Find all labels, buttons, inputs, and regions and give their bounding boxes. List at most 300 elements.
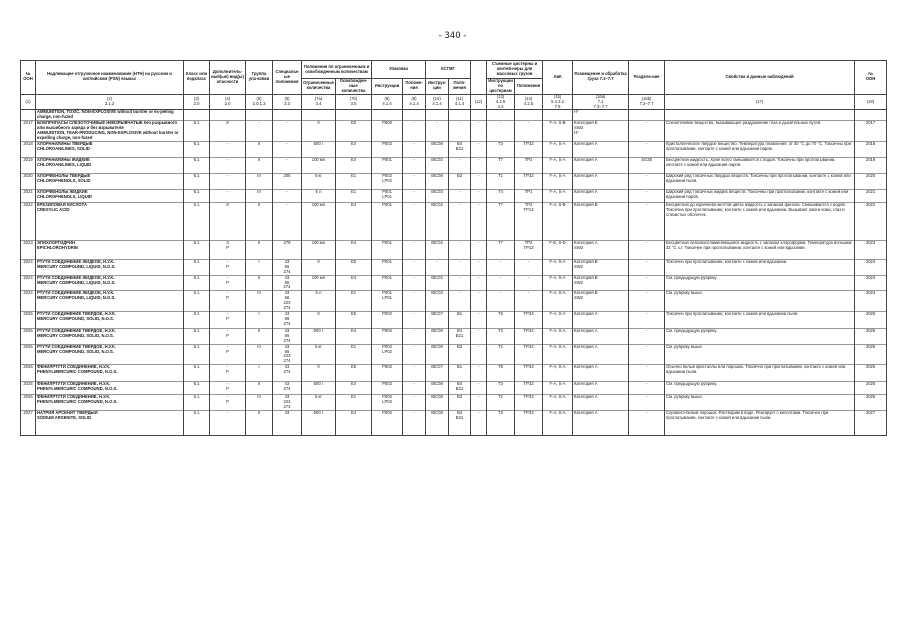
cell-name <box>36 311 184 328</box>
name-ru: ФЕНИЛРТУТИ СОЕДИНЕНИЕ, Н.У.К. <box>37 364 111 370</box>
cell-un: 2020 <box>21 173 36 189</box>
cell-lq: 100 мл <box>302 240 336 259</box>
header-colnum: (18) <box>855 94 887 110</box>
cell-ibcp <box>449 110 471 121</box>
cell-pg: III <box>246 291 273 312</box>
cell-props: Бесцветная до коричнево-желтой цвета жидкость с запахом фенола. Смешивается с водой. Токсична при проглатывании, контакте с кожей или вдыхании. Вызывает ожоги кожи, глаз и слизистых оболочек. <box>665 202 855 240</box>
cell-pg: III <box>246 395 273 411</box>
cell-un: 2024 <box>21 291 36 312</box>
cell-pi: P001 <box>372 240 403 259</box>
cell-ems: F-A, S-B <box>543 121 573 142</box>
cell-pg: II <box>246 275 273 291</box>
cell-ibcp: B3 <box>449 344 471 365</box>
cell-ibcp: - <box>449 240 471 259</box>
cell-sp: 43 66 274 <box>273 311 302 328</box>
cell-ti: T7 <box>487 157 515 173</box>
cell-props: См. рубрику выше. <box>665 395 855 411</box>
name-en: CHLOROANILINES, SOLID <box>37 145 90 151</box>
cell-props: См. предыдущую рубрику. <box>665 275 855 291</box>
cell-pg: II <box>246 141 273 157</box>
cell-sp: 43 274 <box>273 365 302 382</box>
header-tank-instr: Инструкции по цистернам <box>488 78 513 93</box>
name-ru: РТУТИ СОЕДИНЕНИЕ ЖИДКОЕ, Н.У.К. <box>37 275 115 280</box>
header-colnum: (1) <box>21 94 36 110</box>
cell-ems: F-A, S-A <box>543 157 573 173</box>
cell-sub: - P <box>210 259 246 275</box>
header-pp: Положе-ния <box>403 79 426 95</box>
cell-pp: - <box>403 291 426 312</box>
cell-un: 2026 <box>21 395 36 411</box>
cell-ti <box>487 110 515 121</box>
cell-ems: F-A, S-A <box>543 291 573 312</box>
cell-pi: P001 LP01 <box>372 189 403 202</box>
page-number: - 340 - <box>438 31 467 41</box>
cell-ems: F-A, S-A <box>543 141 573 157</box>
cell-pi: P002 <box>372 382 403 395</box>
cell-cls: 6.1 <box>184 291 210 312</box>
cell-lq: 5 л <box>302 291 336 312</box>
cell-lq: 5 кг <box>302 173 336 189</box>
name-en: CHLOROPHENOLS, LIQUID <box>37 193 92 199</box>
table-row <box>21 382 887 395</box>
cell-ems: F-A, S-A <box>543 395 573 411</box>
cell-c12: - <box>471 141 487 157</box>
cell-sp: 43 274 <box>273 382 302 395</box>
cell-c12: - <box>471 344 487 365</box>
cell-ti: T1 <box>487 173 515 189</box>
cell-ibcp: B1 <box>449 365 471 382</box>
cell-unr: 2020 <box>855 173 887 189</box>
cell-pi: P002 LP02 <box>372 344 403 365</box>
cell-cls: 6.1 <box>184 173 210 189</box>
cell-cls: 6.1 <box>184 411 210 436</box>
name-en: MERCURY COMPOUND, LIQUID, N.O.S. <box>37 263 116 269</box>
cell-ti: - <box>487 275 515 291</box>
cell-ems: F-A, S-A <box>543 311 573 328</box>
cell-seg <box>629 110 665 121</box>
cell-name <box>36 110 184 121</box>
cell-eq: E4 <box>336 141 372 157</box>
cell-seg: - <box>629 240 665 259</box>
table-row <box>21 344 887 365</box>
cell-c12: - <box>471 259 487 275</box>
table-row <box>21 189 887 202</box>
cell-pi: P002 LP02 <box>372 395 403 411</box>
cell-tp: - <box>515 275 543 291</box>
cell-pi: P002 <box>372 365 403 382</box>
cell-ibcp: B3 <box>449 395 471 411</box>
table-row <box>21 365 887 382</box>
cell-name <box>36 189 184 202</box>
cell-pp: - <box>403 259 426 275</box>
cell-unr: 2017 <box>855 121 887 142</box>
cell-cls: 6.1 <box>184 275 210 291</box>
header-colnum: (16a) 7.1 7.3–7.7 <box>573 94 629 110</box>
cell-name <box>36 157 184 173</box>
cell-pp: - <box>403 411 426 436</box>
cell-stow: Категория B SW2 <box>573 291 629 312</box>
cell-stow: Категория A SW2 <box>573 240 629 259</box>
cell-pg: II <box>246 202 273 240</box>
table-row <box>21 291 887 312</box>
cell-pi: P001 LP01 <box>372 291 403 312</box>
name-ru: РТУТИ СОЕДИНЕНИЕ ТВЕРДОЕ, Н.У.К. <box>37 344 116 349</box>
cell-cls: 6.1 <box>184 311 210 328</box>
cell-un: 2018 <box>21 141 36 157</box>
cell-sp: - <box>273 202 302 240</box>
cell-props: См. рубрику выше. <box>665 344 855 365</box>
cell-tp: TP33 <box>515 141 543 157</box>
name-ru: ЭПИХЛОРГИДРИН <box>37 240 75 245</box>
table-row <box>21 157 887 173</box>
cell-cls: 6.1 <box>184 202 210 240</box>
cell-eq: E4 <box>336 202 372 240</box>
cell-pg <box>246 110 273 121</box>
cell-lq: 100 мл <box>302 157 336 173</box>
cell-eq: E4 <box>336 382 372 395</box>
cell-ti: - <box>487 121 515 142</box>
cell-pg: II <box>246 382 273 395</box>
name-en: CHLOROPHENOLS, SOLID <box>37 177 91 183</box>
cell-un: 2027 <box>21 411 36 436</box>
cell-unr: 2022 <box>855 202 887 240</box>
name-en: CRESYLIC ACID <box>37 206 70 212</box>
cell-sub: - P <box>210 275 246 291</box>
cell-pi: P002 LP02 <box>372 173 403 189</box>
cell-pi: P002 <box>372 141 403 157</box>
cell-stow: Категория E SW2 H* <box>573 121 629 142</box>
cell-unr: 2023 <box>855 240 887 259</box>
cell-c12: - <box>471 275 487 291</box>
table-row <box>21 328 887 344</box>
cell-unr: 2025 <box>855 311 887 328</box>
cell-stow: Категория A <box>573 344 629 365</box>
header-colnum: (9) 4.1.4 <box>403 94 426 110</box>
cell-lq: 0 <box>302 259 336 275</box>
name-en: PHENYLMERCURIC COMPOUND, N.O.S. <box>37 399 118 405</box>
cell-eq: E1 <box>336 291 372 312</box>
header-tanks: Съемные цистерны и контей-неры для массовых грузов <box>487 61 543 79</box>
cell-lq: 100 мл <box>302 202 336 240</box>
cell-sp: - <box>273 121 302 142</box>
cell-sub: - P <box>210 328 246 344</box>
cell-pp <box>403 110 426 121</box>
header-colnum: (13) 4.2.5 4.3 <box>487 94 515 110</box>
cell-props <box>665 110 855 121</box>
cell-seg: - <box>629 382 665 395</box>
cell-pi: P001 <box>372 259 403 275</box>
cell-ibcp: - <box>449 291 471 312</box>
cell-sp: 43 66 223 274 <box>273 344 302 365</box>
cell-cls <box>184 110 210 121</box>
cell-name <box>36 121 184 142</box>
cell-cls: 6.1 <box>184 157 210 173</box>
cell-eq: E1 <box>336 395 372 411</box>
cell-name <box>36 240 184 259</box>
cell-ibci: IBC08 <box>426 411 449 436</box>
cell-name <box>36 141 184 157</box>
cell-lq <box>302 110 336 121</box>
cell-pi: P001 <box>372 275 403 291</box>
header-colnum: (5) 2.0.1.3 <box>246 94 273 110</box>
cell-lq: 5 кг <box>302 344 336 365</box>
cell-tp: - <box>515 291 543 312</box>
cell-tp: TP33 <box>515 395 543 411</box>
table-body <box>21 110 887 436</box>
header-colnum: (14) 4.2.5 <box>515 94 543 110</box>
table-row <box>21 411 887 436</box>
cell-ibci: IBC02 <box>426 240 449 259</box>
cell-props: Серовато-белый порошок. Растворим в воде. Реагирует с кислотами. Токсичен при проглатывании, контакте с кожей или вдыхании пыли. <box>665 411 855 436</box>
cell-tp: TP33 <box>515 365 543 382</box>
header-packing-group: Группа упа-ковки <box>246 61 273 95</box>
cell-ibci: IBC08 <box>426 141 449 157</box>
cell-lq: 5 л <box>302 189 336 202</box>
header-pi: Инструкции <box>372 79 403 95</box>
header-ibc: КСГМГ <box>426 61 471 79</box>
name-en: CHLOROANILINES, LIQUID <box>37 161 92 167</box>
cell-pi: P001 <box>372 157 403 173</box>
cell-pp: - <box>403 382 426 395</box>
cell-ibci: IBC02 <box>426 202 449 240</box>
cell-ems <box>543 110 573 121</box>
name-ru: ХЛОРАНИЛИНЫ ТВЕРДЫЕ <box>37 141 93 146</box>
cell-ibci: IBC03 <box>426 189 449 202</box>
cell-c12: - <box>471 291 487 312</box>
cell-props: Токсично при проглатывании, контакте с кожей или вдыхании. <box>665 259 855 275</box>
cell-eq: E5 <box>336 365 372 382</box>
name-ru: РТУТИ СОЕДИНЕНИЕ ТВЕРДОЕ, Н.У.К. <box>37 328 116 333</box>
cell-lq: 0 <box>302 121 336 142</box>
cell-ibcp: B3 <box>449 173 471 189</box>
cell-pp: - <box>403 344 426 365</box>
cell-ibci: - <box>426 121 449 142</box>
cell-c12: - <box>471 395 487 411</box>
cell-ti: T7 <box>487 202 515 240</box>
cell-stow: Категория A <box>573 395 629 411</box>
cell-un: 2025 <box>21 311 36 328</box>
cell-ti: - <box>487 259 515 275</box>
cell-lq: 0 <box>302 311 336 328</box>
cell-sub: - <box>210 189 246 202</box>
cell-eq: E5 <box>336 311 372 328</box>
cell-stow: Категория A <box>573 157 629 173</box>
cell-c12: - <box>471 382 487 395</box>
table-row <box>21 141 887 157</box>
header-properties: Свойства и данные наблюдений <box>665 61 855 95</box>
header-colnum: (4) 2.0 <box>210 94 246 110</box>
cell-seg: SG35 <box>629 157 665 173</box>
cell-un: 2026 <box>21 382 36 395</box>
cell-ti: T4 <box>487 189 515 202</box>
cell-sub: 3 P <box>210 240 246 259</box>
header-col12 <box>471 61 487 95</box>
cell-stow: H* <box>573 110 629 121</box>
cell-sub: - P <box>210 311 246 328</box>
cell-ems: F-A, S-A <box>543 365 573 382</box>
cell-cls: 6.1 <box>184 121 210 142</box>
name-en: MERCURY COMPOUND, SOLID, N.O.S. <box>37 348 115 354</box>
name-en: AMMUNITION, TOXIC, NON-EXPLOSIVE without burster or ex-pelling charge, non-fuzed <box>37 109 174 120</box>
header-colnum: (8) 4.1.4 <box>372 94 403 110</box>
cell-tp: TP33 <box>515 344 543 365</box>
cell-cls: 6.1 <box>184 141 210 157</box>
cell-ibci: IBC08 <box>426 395 449 411</box>
cell-name <box>36 202 184 240</box>
table-row <box>21 259 887 275</box>
name-ru: РТУТИ СОЕДИНЕНИЕ ТВЕРДОЕ, Н.У.К. <box>37 311 116 316</box>
cell-un: 2025 <box>21 344 36 365</box>
cell-unr: 2026 <box>855 365 887 382</box>
cell-c12: - <box>471 173 487 189</box>
cell-ti: T1 <box>487 395 515 411</box>
cell-lq: 5 кг <box>302 395 336 411</box>
name-en: PHENYLMERCURIC COMPOUND, N.O.S. <box>37 369 118 375</box>
cell-ibci: IBC08 <box>426 344 449 365</box>
header-un-right: № ООН <box>855 61 887 95</box>
cell-pi: P002 <box>372 411 403 436</box>
cell-seg: - <box>629 328 665 344</box>
cell-ems: F-A, S-A <box>543 275 573 291</box>
cell-tp: TP33 <box>515 382 543 395</box>
name-en: SODIUM ARSENITE, SOLID <box>37 414 92 420</box>
header-colnum: (2) 3.1.2 <box>36 94 184 110</box>
cell-tp: TP2 TP13 <box>515 240 543 259</box>
header-ibc-instr: Инструк-ции <box>426 79 449 95</box>
cell-stow: Категория B SW2 <box>573 259 629 275</box>
cell-stow: Категория A <box>573 173 629 189</box>
cell-stow: Категория A <box>573 141 629 157</box>
cell-pg: II <box>246 240 273 259</box>
cell-name <box>36 411 184 436</box>
cell-c12: - <box>471 311 487 328</box>
cell-ibcp: - <box>449 121 471 142</box>
name-en: MERCURY COMPOUND, LIQUID, N.O.S. <box>37 295 116 301</box>
cell-ems: F-A, S-A <box>543 411 573 436</box>
cell-cls: 6.1 <box>184 328 210 344</box>
cell-ems: F-A, S-A <box>543 344 573 365</box>
cell-un: 2025 <box>21 328 36 344</box>
cell-ems: F-A, S-A <box>543 189 573 202</box>
cell-ibcp: - <box>449 202 471 240</box>
cell-eq <box>336 110 372 121</box>
cell-ibci: IBC08 <box>426 382 449 395</box>
cell-ems: F-A, S-A <box>543 382 573 395</box>
cell-unr <box>855 110 887 121</box>
cell-cls: 6.1 <box>184 189 210 202</box>
table-row <box>21 121 887 142</box>
table-row <box>21 110 887 121</box>
name-ru: ФЕНИЛРТУТИ СОЕДИНЕНИЕ, Н.У.К. <box>37 394 111 400</box>
cell-seg: - <box>629 173 665 189</box>
cell-sp: 43 66 223 274 <box>273 291 302 312</box>
cell-ibcp: - <box>449 157 471 173</box>
cell-sub: - <box>210 157 246 173</box>
cell-ibci: - <box>426 259 449 275</box>
cell-tp: - <box>515 259 543 275</box>
cell-cls: 6.1 <box>184 395 210 411</box>
cell-ti: T3 <box>487 411 515 436</box>
cell-seg: - <box>629 275 665 291</box>
header-colnum: (10) 4.1.4 <box>426 94 449 110</box>
cell-cls: 6.1 <box>184 365 210 382</box>
cell-sp: 279 <box>273 240 302 259</box>
cell-unr: 2024 <box>855 259 887 275</box>
cell-sub <box>210 110 246 121</box>
cell-c12: - <box>471 121 487 142</box>
name-ru: НАТРИЯ АРСЕНИТ ТВЕРДЫЙ <box>37 410 98 415</box>
cell-props: Бесцветная легковоспламеняющаяся жидкость с запахом хлороформа. Температура вспышки: 32 °C з.т. Токсичен при проглатывании, контакте с кожей или вдыхании. <box>665 240 855 259</box>
name-ru: ХЛОРФЕНОЛЫ ЖИДКИЕ <box>37 189 88 194</box>
cell-c12: - <box>471 202 487 240</box>
header-colnum: (17) <box>665 94 855 110</box>
cell-sp: 43 66 274 <box>273 259 302 275</box>
cell-pp: - <box>403 395 426 411</box>
cell-tp: - <box>515 121 543 142</box>
cell-seg: - <box>629 311 665 328</box>
cell-name <box>36 344 184 365</box>
cell-ems: F-A, S-B <box>543 202 573 240</box>
cell-seg: - <box>629 202 665 240</box>
cell-eq: E4 <box>336 240 372 259</box>
cell-unr: 2025 <box>855 344 887 365</box>
cell-props: См. предыдущую рубрику. <box>665 382 855 395</box>
header-stowage: Размещение и обработка груза 7.1–7.7 <box>573 61 629 95</box>
cell-eq: E0 <box>336 121 372 142</box>
cell-ti: - <box>487 291 515 312</box>
header-colnum: (7b) 3.5 <box>336 94 372 110</box>
cell-c12: - <box>471 365 487 382</box>
cell-tp: TP33 <box>515 311 543 328</box>
header-colnum: (15) 5.4.3.2 7.8 <box>543 94 573 110</box>
table-row <box>21 240 887 259</box>
cell-ibcp: B4 B21 <box>449 141 471 157</box>
cell-sub: - P <box>210 344 246 365</box>
cell-sp: 205 <box>273 173 302 189</box>
cell-pg: - <box>246 121 273 142</box>
header-ibc-prov: Поло-жения <box>449 79 471 95</box>
cell-ibcp: - <box>449 275 471 291</box>
cell-unr: 2027 <box>855 411 887 436</box>
cell-ibci: IBC02 <box>426 275 449 291</box>
name-en: MERCURY COMPOUND, SOLID, N.O.S. <box>37 315 115 321</box>
cell-name <box>36 365 184 382</box>
cell-un: 2024 <box>21 259 36 275</box>
cell-ibcp: B4 B21 <box>449 328 471 344</box>
cell-ibci: IBC07 <box>426 311 449 328</box>
cell-pp: - <box>403 173 426 189</box>
cell-un: 2022 <box>21 202 36 240</box>
cell-pg: I <box>246 259 273 275</box>
cell-cls: 6.1 <box>184 259 210 275</box>
header-tank-prov: Положения <box>515 79 543 95</box>
header-colnum: (11) 4.1.4 <box>449 94 471 110</box>
cell-name <box>36 275 184 291</box>
cell-unr: 2019 <box>855 157 887 173</box>
cell-un: 2019 <box>21 157 36 173</box>
cell-ti: T6 <box>487 311 515 328</box>
cell-un <box>21 110 36 121</box>
cell-props: Широкий ряд токсичных жидких веществ. Токсичны при проглатывании, контакте с кожей или вдыхании паров. <box>665 189 855 202</box>
cell-cls: 6.1 <box>184 382 210 395</box>
name-en: PHENYLMERCURIC COMPOUND, N.O.S. <box>37 386 118 392</box>
cell-sub: - P <box>210 382 246 395</box>
cell-sp: - <box>273 141 302 157</box>
cell-lq: 500 г <box>302 382 336 395</box>
cell-pi: P002 <box>372 311 403 328</box>
cell-eq: E1 <box>336 344 372 365</box>
cell-sub: - <box>210 173 246 189</box>
